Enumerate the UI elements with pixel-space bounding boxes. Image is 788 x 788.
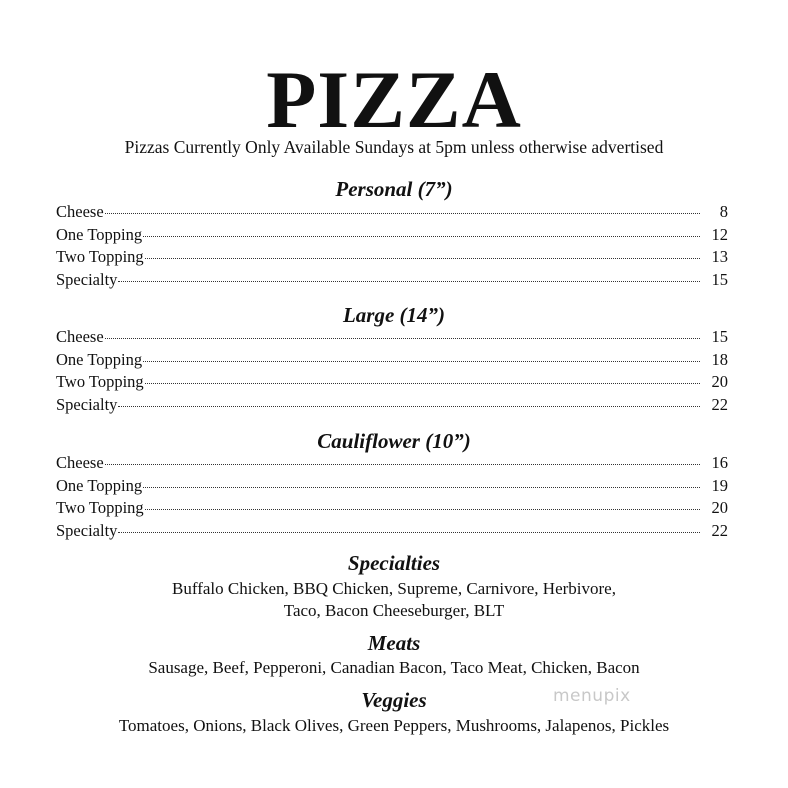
item-price: 22 [711,394,728,414]
item-name: One Topping [56,475,143,495]
item-price: 15 [711,327,728,346]
dot-leader [143,487,700,488]
item-name: Two Topping [56,498,144,517]
item-price: 19 [711,475,728,495]
page-title: PIZZA [266,54,522,145]
item-name: Specialty [56,520,118,540]
list-item [56,453,728,476]
dot-leader [145,258,700,259]
section-heading-personal: Personal (7”) [335,177,453,201]
item-name: Specialty [56,394,118,414]
dot-leader [145,383,700,384]
dot-leader [118,281,700,282]
item-price: 8 [719,202,728,221]
item-price: 13 [711,247,728,266]
section-heading-meats: Meats [367,631,421,655]
item-name: One Topping [56,224,143,244]
item-name: Cheese [56,453,104,472]
item-name: Cheese [56,202,104,221]
price-list-cauliflower [56,453,728,543]
list-item [56,202,728,225]
meats-list: Sausage, Beef, Pepperoni, Canadian Bacon, Taco Meat, Chicken, Bacon [148,658,640,677]
specialties-list-line-1: Buffalo Chicken, BBQ Chicken, Supreme, Carnivore, Herbivore, [172,579,616,598]
dot-leader [143,361,700,362]
availability-note: Pizzas Currently Only Available Sundays at 5pm unless otherwise advertised [124,137,664,157]
list-item [56,521,728,544]
item-price: 12 [711,224,728,244]
section-heading-veggies: Veggies [361,688,427,712]
dot-leader [143,236,700,237]
dot-leader [105,464,700,465]
price-list-personal [56,202,728,292]
item-price: 18 [711,349,728,369]
item-price: 22 [711,520,728,540]
list-item [56,327,728,350]
dot-leader [118,406,700,407]
list-item [56,270,728,293]
dot-leader [105,338,700,339]
item-price: 16 [711,453,728,472]
item-name: One Topping [56,349,143,369]
list-item [56,372,728,395]
specialties-list-line-2: Taco, Bacon Cheeseburger, BLT [283,601,505,620]
item-price: 20 [711,498,728,517]
veggies-list: Tomatoes, Onions, Black Olives, Green Peppers, Mushrooms, Jalapenos, Pickles [118,716,670,735]
dot-leader [118,532,700,533]
list-item [56,350,728,373]
item-price: 15 [711,269,728,289]
item-name: Two Topping [56,247,144,266]
dot-leader [105,213,700,214]
price-list-large [56,327,728,417]
list-item [56,395,728,418]
dot-leader [145,509,700,510]
item-price: 20 [711,372,728,391]
section-heading-specialties: Specialties [347,551,441,575]
section-heading-cauliflower: Cauliflower (10”) [317,429,471,453]
list-item [56,476,728,499]
list-item [56,498,728,521]
watermark: menupix [553,686,631,706]
item-name: Specialty [56,269,118,289]
item-name: Two Topping [56,372,144,391]
list-item [56,225,728,248]
list-item [56,247,728,270]
item-name: Cheese [56,327,104,346]
section-heading-large: Large (14”) [342,303,446,327]
